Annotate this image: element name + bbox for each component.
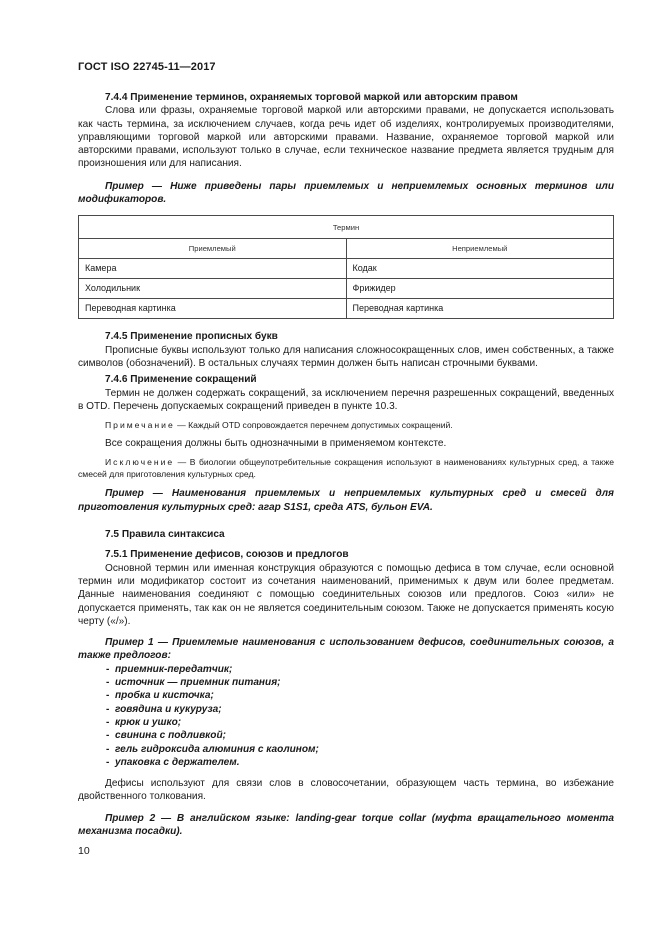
heading-7-4-5: 7.4.5 Применение прописных букв: [105, 331, 278, 343]
heading-7-5: 7.5 Правила синтаксиса: [105, 529, 225, 541]
heading-7-5-1: 7.5.1 Применение дефисов, союзов и предлогов: [105, 549, 349, 561]
note-label: Примечание: [105, 420, 175, 431]
table-cell: Переводная картинка: [346, 299, 614, 319]
table-header-acceptable: Приемлемый: [79, 239, 347, 259]
list-item: - гель гидроксида алюминия с каолином;: [106, 743, 614, 756]
table-header-unacceptable: Неприемлемый: [346, 239, 614, 259]
paragraph-7-5-1: Основной термин или именная конструкция образуются с помощью дефиса в том случае, если основной термин или модификатор состоит из сочетания наименований, применимых к двум или более предметам. Данные наименования соединяют с помощью соединительных союзов или предлогов. Союз «или» не допускается применять, так как он не является соединительным союзом. Также не допускается применять косую черту («/»).: [78, 562, 614, 627]
list-item: - пробка и кисточка;: [106, 689, 614, 702]
example-1: Пример 1 — Приемлемые наименования с использованием дефисов, соединительных союзов, а также предлогов:: [78, 637, 614, 662]
list-item: - упаковка с держателем.: [106, 756, 614, 769]
heading-7-4-6: 7.4.6 Применение сокращений: [105, 374, 257, 386]
example-7-4-4: Пример — Ниже приведены пары приемлемых и неприемлемых основных терминов или модификаторов.: [78, 180, 614, 206]
paragraph-7-4-5: Прописные буквы используют только для написания сложносокращенных слов, имен собственных, а также символов (обозначений). В остальных случаях термин должен быть написан строчными буквами.: [78, 344, 614, 369]
heading-7-4-4: 7.4.4 Применение терминов, охраняемых торговой маркой или авторским правом: [105, 92, 518, 103]
list-item: - крюк и ушко;: [106, 716, 614, 729]
note: [78, 419, 614, 431]
list-item: - свинина с подливкой;: [106, 729, 614, 742]
paragraph-7-4-4: Слова или фразы, охраняемые торговой маркой или авторскими правами, не допускается использовать как часть термина, за исключением случаев, когда речь идет об изделиях, контролируемых производителями, управляющими торговой маркой или авторскими правами. Название, охраняемое торговой маркой или авторскими правами, используют только в случае, если техническое название предмета является трудным для произношения или для написания.: [78, 105, 614, 170]
table-cell: Кодак: [346, 259, 614, 279]
list-item: - источник — приемник питания;: [106, 676, 614, 689]
paragraph-7-5-1-second: Дефисы используют для связи слов в словосочетании, образующем часть термина, во избежание двойственного толкования.: [78, 778, 614, 803]
exception: [78, 456, 614, 480]
table-title: Термин: [79, 216, 614, 239]
table-cell: Фрижидер: [346, 279, 614, 299]
table-row: [79, 259, 614, 279]
example-7-4-6: Пример — Наименования приемлемых и неприемлемых культурных сред и смесей для приготовления культурных сред: агар S1S1, среда ATS, бульон EVA.: [78, 488, 614, 513]
terms-table: [78, 215, 614, 319]
table-row: [79, 299, 614, 319]
exception-text: — В биологии общеупотребительные сокращения используют в наименованиях культурных сред, а также смесей для приготовления культурных сред.: [78, 457, 614, 480]
exception-label: Исключение: [105, 457, 175, 468]
list-item: - приемник-передатчик;: [106, 663, 614, 676]
note-text: — Каждый OTD сопровождается перечнем допустимых сокращений.: [174, 420, 453, 431]
document-header: ГОСТ ISO 22745-11—2017: [78, 61, 216, 73]
list-item: - говядина и кукуруза;: [106, 703, 614, 716]
paragraph-7-4-6-second: Все сокращения должны быть однозначными в применяемом контексте.: [105, 438, 447, 450]
page-content: [78, 91, 614, 838]
example-list: [78, 663, 614, 769]
table-row: [79, 279, 614, 299]
paragraph-7-4-6: Термин не должен содержать сокращений, за исключением перечня разрешенных сокращений, введенных в OTD. Перечень допускаемых сокращений приведен в пункте 10.3.: [78, 387, 614, 412]
table-cell: Камера: [79, 259, 347, 279]
page-number: 10: [78, 845, 90, 857]
table-cell: Холодильник: [79, 279, 347, 299]
table-cell: Переводная картинка: [79, 299, 347, 319]
example-2: Пример 2 — В английском языке: landing-gear torque collar (муфта вращательного момента механизма посадки).: [78, 812, 614, 837]
